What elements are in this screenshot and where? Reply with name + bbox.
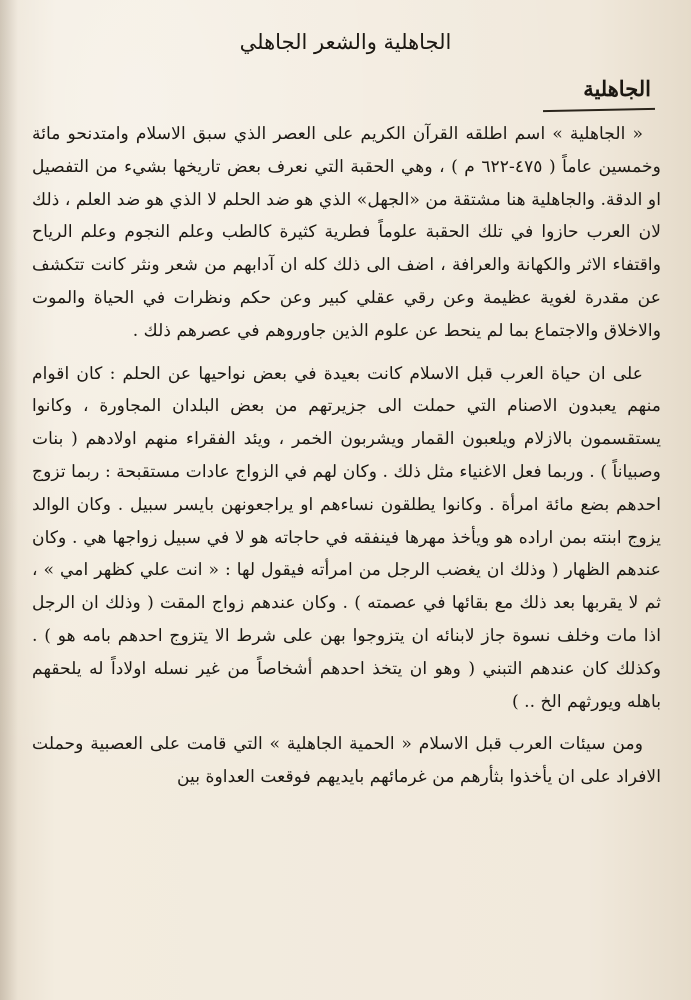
paragraph: « الجاهلية » اسم اطلقه القرآن الكريم على العصر الذي سبق الاسلام وامتدنحو مائة وخمسين عاماً ( ٤٧٥-٦٢٢ م ) ، وهي الحقبة التي نعرف بعض تاريخها بشيء من التفصيل او الدقة. والجاهلية هنا مشتقة من «الجهل» الذي هو ضد الحلم لا الذي هو ضد العلم ، ذلك لان العرب حازوا في تلك الحقبة علوماً فطرية كثيرة كالطب وعلم النجوم وعلم الرياح واقتفاء الاثر والكهانة والعرافة ، اضف الى ذلك كله ان آدابهم من شعر ونثر كانت تتكشف عن مقدرة لغوية عظيمة وعن رقي عقلي كبير وعن حكم ونظرات في الحياة والموت والاخلاق والاجتماع بما لم ينحط عن علوم الذين جاوروهم في عصرهم ذلك . [32,124,661,341]
paragraph: ومن سيئات العرب قبل الاسلام « الحمية الجاهلية » التي قامت على العصبية وحملت الافراد على ان يأخذوا بثأرهم من غرمائهم بايديهم فوقعت العداوة بين [32,734,661,788]
body-text [32,118,661,794]
section-heading: الجاهلية [583,76,651,101]
page-gutter-shadow [0,0,18,1000]
heading-underline [543,108,655,112]
paragraph: على ان حياة العرب قبل الاسلام كانت بعيدة في بعض نواحيها عن الحلم : كان اقوام منهم يعبدون الاصنام التي حملت الى جزيرتهم من بعض البلدان المجاورة ، وكانوا يستقسمون بالازلام ويلعبون القمار ويشربون الخمر ، ويئد الفقراء منهم اولادهم ( بنات وصبياناً ) . وربما فعل الاغنياء مثل ذلك . وكان لهم في الزواج عادات مستقبحة : ربما تزوج احدهم بضع مائة امرأة . وكانوا يطلقون نساءهم او يراجعونهن بايسر سبيل . وكان الوالد يزوج ابنته بمن اراده هو ويأخذ مهرها فينفقه في حاجاته هو لا في سبيل زواجها هي . وكان عندهم الظهار ( وذلك ان يغضب الرجل من امرأته فيقول لها : « انت علي كظهر امي » ، ثم لا يقربها بعد ذلك مع بقائها في عصمته ) . وكان عندهم زواج المقت ( وذلك ان الرجل اذا مات وخلف نسوة جاز لابنائه ان يتزوجوا بهن على شرط الا يتزوج احدهم بامه هو ) . وكذلك كان عندهم التبني ( وهو ان يتخذ احدهم أشخاصاً من غير نسله اولاداً له يلحقهم باهله ويورثهم الخ .. ) [32,363,661,712]
running-header-title: الجاهلية والشعر الجاهلي [239,30,452,54]
